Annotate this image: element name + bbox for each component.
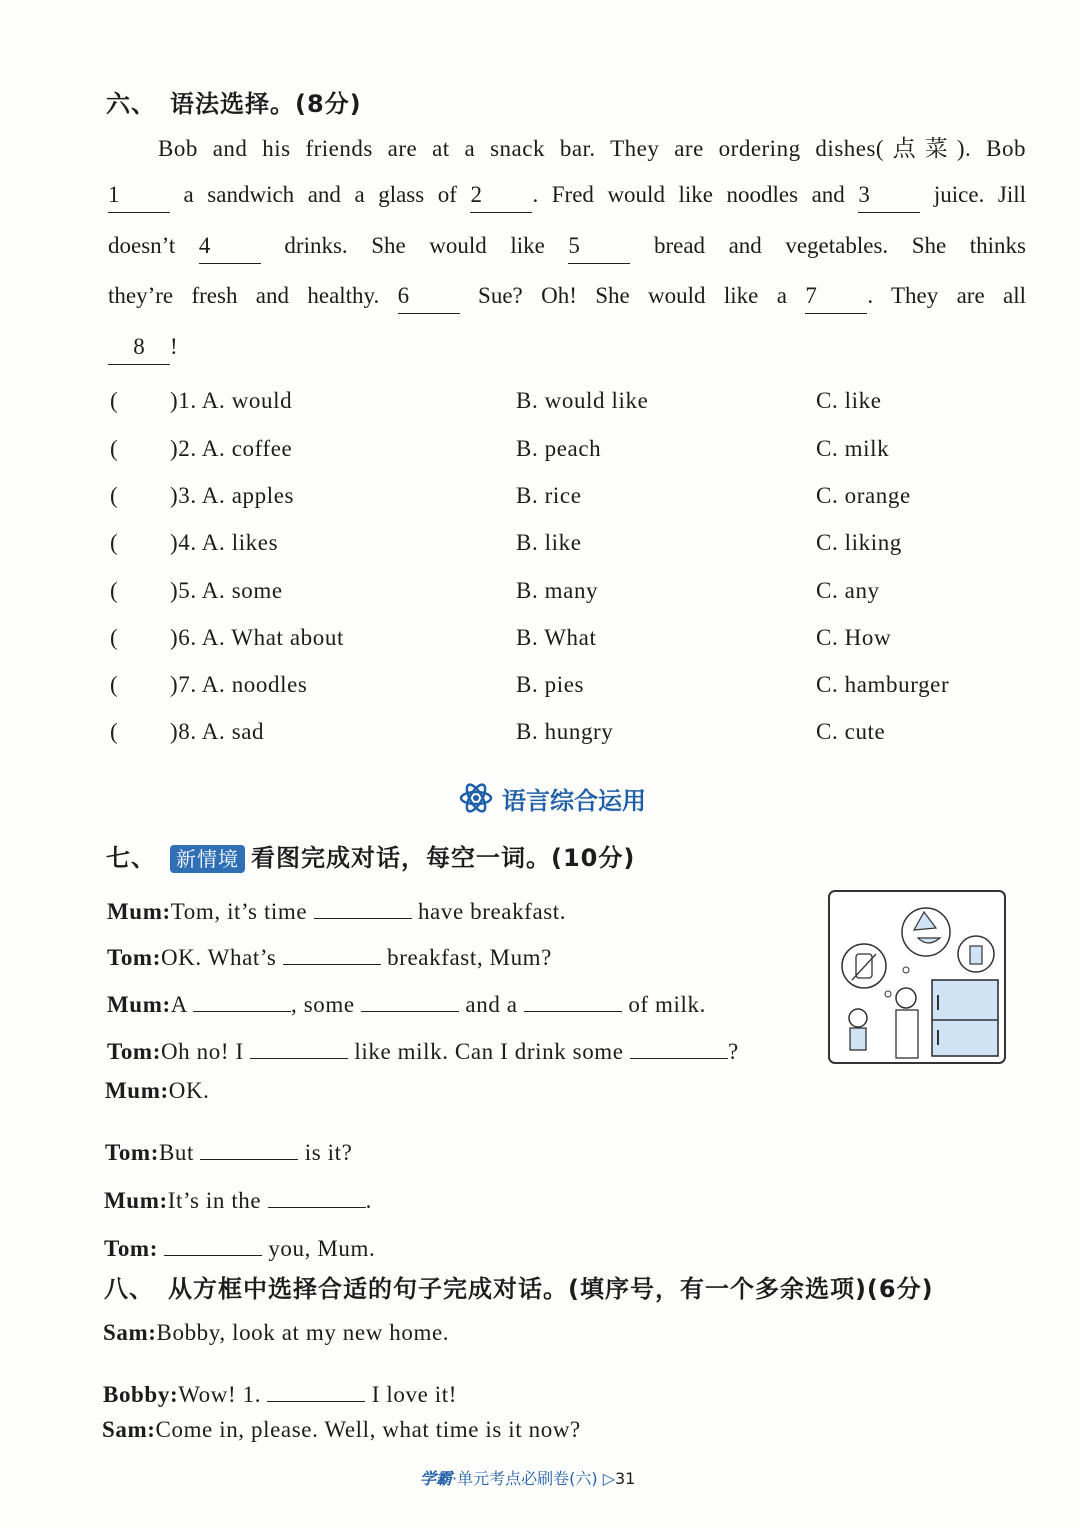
option-row-3-c: C. orange xyxy=(816,483,911,508)
passage-text: ! xyxy=(170,334,178,359)
answer-paren-2[interactable]: ( xyxy=(110,436,119,461)
section6-heading xyxy=(106,84,362,119)
passage-line-2 xyxy=(108,180,1026,213)
dialogue-text: But xyxy=(158,1140,194,1165)
dialogue-text: Tom, it’s time xyxy=(170,899,308,924)
option-row-3-a: )3. A. apples xyxy=(170,483,295,508)
option-row-1-a: )1. A. would xyxy=(170,388,293,413)
dialogue-text: , some xyxy=(291,992,355,1017)
dialogue-line-6 xyxy=(105,1127,352,1166)
speaker-colon: : xyxy=(147,1417,156,1442)
passage-text: juice. Jill xyxy=(933,182,1027,207)
dialogue-text: Wow! 1. xyxy=(178,1382,262,1407)
passage-blank-2[interactable]: 2 xyxy=(470,180,532,213)
passage-line-3 xyxy=(108,231,1026,264)
passage-line-4 xyxy=(108,281,1026,314)
dialogue-blank[interactable] xyxy=(630,1026,728,1059)
dialogue-line-2 xyxy=(107,932,552,971)
speaker-colon: : xyxy=(149,1236,158,1261)
page-footer xyxy=(420,1466,635,1489)
section8-heading xyxy=(104,1269,934,1304)
section7-heading xyxy=(106,838,635,873)
play-arrow-icon: ▷ xyxy=(602,1469,615,1488)
dialogue-blank[interactable] xyxy=(314,886,412,919)
dialogue-text: of milk. xyxy=(628,992,706,1017)
dialogue-text: breakfast, Mum? xyxy=(387,945,552,970)
section8-title: 从方框中选择合适的句子完成对话。(填序号，有一个多余选项)(6分) xyxy=(168,1275,934,1303)
option-row-1-c: C. like xyxy=(816,388,882,413)
passage-blank-5[interactable]: 5 xyxy=(568,231,630,264)
dialogue-text: Oh no! I xyxy=(160,1039,244,1064)
passage-text: a sandwich and a glass of xyxy=(183,182,457,207)
dialogue-text: OK. What’s xyxy=(160,945,277,970)
dialogue-text: OK. xyxy=(168,1078,210,1103)
option-row-8-a: )8. A. sad xyxy=(170,719,265,744)
option-row-2-a: )2. A. coffee xyxy=(170,436,293,461)
speaker-colon: : xyxy=(152,945,161,970)
dialogue-blank[interactable] xyxy=(200,1127,298,1160)
section8-number: 八、 xyxy=(104,1275,154,1303)
passage-text: . They are all xyxy=(867,283,1027,308)
passage-text: drinks. She would like xyxy=(284,233,545,258)
speaker-colon: : xyxy=(162,992,171,1017)
dialogue-text: and a xyxy=(465,992,518,1017)
dialogue-blank[interactable] xyxy=(193,979,291,1012)
passage-text: Sue? Oh! She would like a xyxy=(478,283,787,308)
dialogue-text: A xyxy=(170,992,187,1017)
passage-text: bread and vegetables. She thinks xyxy=(653,233,1027,258)
speaker-colon: : xyxy=(160,1078,169,1103)
dialogue-blank[interactable] xyxy=(283,932,381,965)
option-row-6-b: B. What xyxy=(516,625,597,650)
language-use-divider xyxy=(458,780,646,816)
speaker-name: Bobby xyxy=(103,1382,170,1407)
atom-icon xyxy=(458,780,494,816)
speaker-name: Tom xyxy=(107,1039,153,1064)
option-row-4-b: B. like xyxy=(516,530,582,555)
option-row-6-c: C. How xyxy=(816,625,892,650)
answer-paren-1[interactable]: ( xyxy=(110,388,119,413)
passage-blank-4[interactable]: 4 xyxy=(199,231,261,264)
dialogue-text: like milk. Can I drink some xyxy=(354,1039,624,1064)
dialogue-text: have breakfast. xyxy=(417,899,567,924)
dialogue-text: It’s in the xyxy=(167,1188,262,1213)
dialogue-text: Come in, please. Well, what time is it now? xyxy=(155,1417,581,1442)
footer-text: ·单元考点必刷卷(六) xyxy=(452,1469,598,1488)
dialogue-blank[interactable] xyxy=(524,979,622,1012)
speaker-name: Mum xyxy=(105,1078,161,1103)
speaker-colon: : xyxy=(159,1188,168,1213)
passage-blank-1[interactable]: 1 xyxy=(108,180,170,213)
dialogue-line-8 xyxy=(104,1223,375,1262)
speaker-colon: : xyxy=(150,1140,159,1165)
section6-number: 六、 xyxy=(106,90,156,118)
option-row-7-c: C. hamburger xyxy=(816,672,950,697)
new-context-tag: 新情境 xyxy=(170,845,245,873)
passage-blank-7[interactable]: 7 xyxy=(805,281,867,314)
page-number: 31 xyxy=(615,1469,636,1488)
breakfast-picture xyxy=(828,890,1006,1064)
dialogue-text: Bobby, look at my new home. xyxy=(156,1320,450,1345)
passage-text: they’re fresh and healthy. xyxy=(108,283,380,308)
kitchen-illustration-icon xyxy=(828,890,1006,1064)
section7-number: 七、 xyxy=(106,844,156,872)
answer-paren-5[interactable]: ( xyxy=(110,578,119,603)
passage-text: doesn’t xyxy=(108,233,176,258)
brand-logo: 学霸 xyxy=(420,1469,453,1488)
answer-paren-7[interactable]: ( xyxy=(110,672,119,697)
dialogue8-line-3 xyxy=(102,1417,581,1443)
speaker-name: Sam xyxy=(102,1417,148,1442)
option-row-5-a: )5. A. some xyxy=(170,578,283,603)
divider-title: 语言综合运用 xyxy=(502,786,646,815)
passage-line-1: Bob and his friends are at a snack bar. They are ordering dishes(点菜). Bob xyxy=(158,136,1026,161)
dialogue-line-5 xyxy=(105,1078,210,1104)
answer-paren-3[interactable]: ( xyxy=(110,483,119,508)
speaker-name: Sam xyxy=(103,1320,149,1345)
answer-paren-4[interactable]: ( xyxy=(110,530,119,555)
dialogue-line-3 xyxy=(107,979,706,1018)
option-row-4-c: C. liking xyxy=(816,530,902,555)
dialogue-text: I love it! xyxy=(371,1382,457,1407)
dialogue-text: ? xyxy=(727,1039,739,1064)
speaker-name: Mum xyxy=(107,992,163,1017)
speaker-colon: : xyxy=(152,1039,161,1064)
passage-line-5 xyxy=(108,332,178,365)
option-row-5-b: B. many xyxy=(516,578,599,603)
dialogue-line-4 xyxy=(107,1026,739,1065)
speaker-colon: : xyxy=(169,1382,179,1407)
dialogue8-line-2 xyxy=(103,1369,457,1408)
dialogue-text: . xyxy=(365,1188,372,1213)
dialogue-line-7 xyxy=(104,1175,372,1214)
speaker-name: Tom xyxy=(104,1236,150,1261)
speaker-colon: : xyxy=(162,899,171,924)
option-row-6-a: )6. A. What about xyxy=(170,625,344,650)
dialogue-blank[interactable] xyxy=(250,1026,348,1059)
dialogue-text: you, Mum. xyxy=(268,1236,376,1261)
option-row-3-b: B. rice xyxy=(516,483,582,508)
speaker-name: Tom xyxy=(105,1140,151,1165)
dialogue-blank[interactable] xyxy=(268,1175,366,1208)
section6-title: 语法选择。(8分) xyxy=(170,90,362,118)
passage-text: . Fred would like noodles and xyxy=(532,182,845,207)
option-row-2-b: B. peach xyxy=(516,436,602,461)
passage-blank-6[interactable]: 6 xyxy=(398,281,460,314)
speaker-name: Tom xyxy=(107,945,153,970)
option-row-4-a: )4. A. likes xyxy=(170,530,279,555)
option-row-2-c: C. milk xyxy=(816,436,890,461)
option-row-7-a: )7. A. noodles xyxy=(170,672,308,697)
dialogue8-line-1 xyxy=(103,1320,449,1346)
option-row-1-b: B. would like xyxy=(516,388,649,413)
passage-blank-8[interactable]: 8 xyxy=(108,332,170,365)
option-row-8-c: C. cute xyxy=(816,719,886,744)
dialogue-line-1 xyxy=(107,886,566,925)
option-row-8-b: B. hungry xyxy=(516,719,614,744)
passage-blank-3[interactable]: 3 xyxy=(858,180,920,213)
speaker-name: Mum xyxy=(107,899,163,924)
section7-title: 看图完成对话，每空一词。(10分) xyxy=(251,844,636,872)
answer-paren-6[interactable]: ( xyxy=(110,625,119,650)
dialogue-blank[interactable] xyxy=(361,979,459,1012)
speaker-colon: : xyxy=(148,1320,157,1345)
dialogue-blank[interactable] xyxy=(164,1223,262,1256)
option-row-7-b: B. pies xyxy=(516,672,585,697)
option-row-5-c: C. any xyxy=(816,578,880,603)
dialogue-text: is it? xyxy=(304,1140,353,1165)
answer-paren-8[interactable]: ( xyxy=(110,719,119,744)
dialogue-blank[interactable] xyxy=(267,1369,365,1402)
speaker-name: Mum xyxy=(104,1188,160,1213)
